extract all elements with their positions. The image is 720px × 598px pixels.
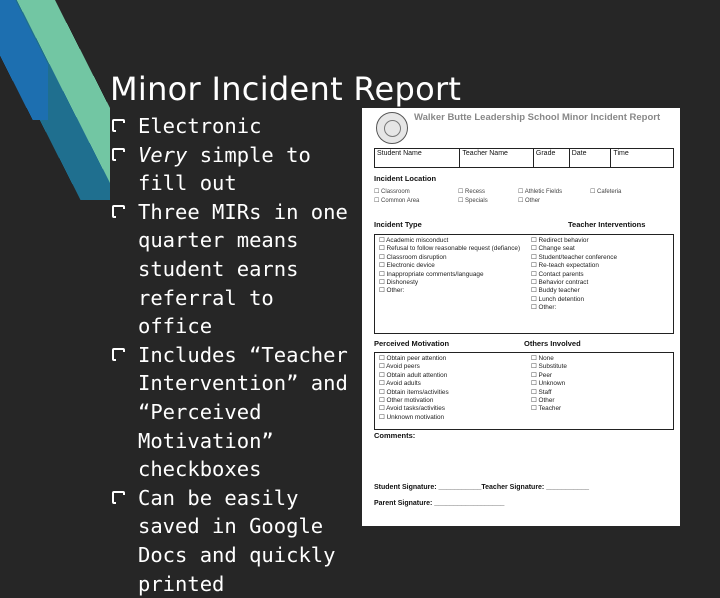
perceived-motivation-label: Perceived Motivation [374,339,450,348]
motivation-option: ☐ Avoid tasks/activities [379,405,529,413]
intervention-option: ☐ Student/teacher conference [531,254,671,262]
incident-report-form-image [362,108,680,526]
header-field: Student Name [375,149,460,167]
checkbox-bullet-icon [112,348,125,361]
others-option: ☐ None [531,355,671,363]
location-option: ☐ Classroom [374,188,410,195]
location-option: ☐ Common Area [374,197,419,204]
decorative-stripe-blue [0,0,48,120]
header-field: Date [570,149,612,167]
incident-type-option: ☐ Other: [379,287,529,295]
others-option: ☐ Teacher [531,405,671,413]
bullet-text: Includes “Teacher Intervention” and “Perceived Motivation” checkboxes [138,342,348,482]
bullet-text: Electronic [138,114,262,138]
intervention-option: ☐ Lunch detention [531,296,671,304]
bullet-item [110,484,355,598]
bullet-text: simple to fill out [138,142,311,196]
checkbox-bullet-icon [112,148,125,161]
intervention-option: ☐ Re-teach expectation [531,262,671,270]
form-title: Walker Butte Leadership School Minor Incident Report [414,112,661,123]
location-option: ☐ Athletic Fields [518,188,562,195]
incident-type-option: ☐ Refusal to follow reasonable request (defiance) [379,245,529,253]
school-seal-icon [376,112,408,144]
others-option: ☐ Substitute [531,363,671,371]
motivation-option: ☐ Avoid peers [379,363,529,371]
others-involved-label: Others Involved [524,339,581,348]
header-field: Time [613,150,629,157]
student-teacher-signature-line: Student Signature: ___________Teacher Signature: ___________ [374,484,590,491]
location-option: ☐ Specials [458,197,488,204]
others-option: ☐ Peer [531,372,671,380]
motivation-option: ☐ Obtain items/activities [379,389,529,397]
motivation-option: ☐ Avoid adults [379,380,529,388]
motivation-option: ☐ Unknown motivation [379,414,529,422]
bullet-item [110,341,355,484]
incident-type-option: ☐ Academic misconduct [379,237,529,245]
header-field: Teacher Name [460,149,534,167]
comments-label: Comments: [374,431,416,440]
incident-location-label: Incident Location [374,174,437,183]
teacher-interventions-label: Teacher Interventions [568,220,646,229]
bullet-text: Can be easily saved in Google Docs and quickly printed [138,485,336,596]
checkbox-bullet-icon [112,491,125,504]
incident-type-panel [374,234,674,334]
others-option: ☐ Other [531,397,671,405]
location-options [374,188,674,214]
checkbox-bullet-icon [112,205,125,218]
incident-type-label: Incident Type [374,220,422,229]
bullet-text: Three MIRs in one quarter means student earns referral to office [138,199,348,339]
slide-title: Minor Incident Report [110,70,462,108]
intervention-option: ☐ Buddy teacher [531,287,671,295]
parent-signature-line: Parent Signature: __________________ [374,500,505,507]
bullet-list [110,112,355,598]
intervention-option: ☐ Other: [531,304,671,312]
bullet-item [110,112,355,141]
intervention-option: ☐ Change seat [531,245,671,253]
motivation-option: ☐ Obtain peer attention [379,355,529,363]
others-option: ☐ Unknown [531,380,671,388]
intervention-option: ☐ Behavior contract [531,279,671,287]
incident-type-option: ☐ Dishonesty [379,279,529,287]
intervention-option: ☐ Redirect behavior [531,237,671,245]
incident-type-column [379,237,529,296]
motivation-panel [374,352,674,430]
location-option: ☐ Other [518,197,540,204]
intervention-option: ☐ Contact parents [531,271,671,279]
location-option: ☐ Cafeteria [590,188,621,195]
others-option: ☐ Staff [531,389,671,397]
motivation-option: ☐ Other motivation [379,397,529,405]
bullet-item [110,141,355,198]
incident-type-option: ☐ Inappropriate comments/language [379,271,529,279]
header-fields-table [374,148,674,168]
intervention-column [531,237,671,313]
others-column [531,355,671,414]
incident-type-option: ☐ Electronic device [379,262,529,270]
header-field: Grade [534,149,570,167]
motivation-column [379,355,529,422]
bullet-emphasis: Very [138,142,188,167]
location-option: ☐ Recess [458,188,485,195]
motivation-option: ☐ Obtain adult attention [379,372,529,380]
checkbox-bullet-icon [112,119,125,132]
bullet-item [110,198,355,341]
incident-type-option: ☐ Classroom disruption [379,254,529,262]
